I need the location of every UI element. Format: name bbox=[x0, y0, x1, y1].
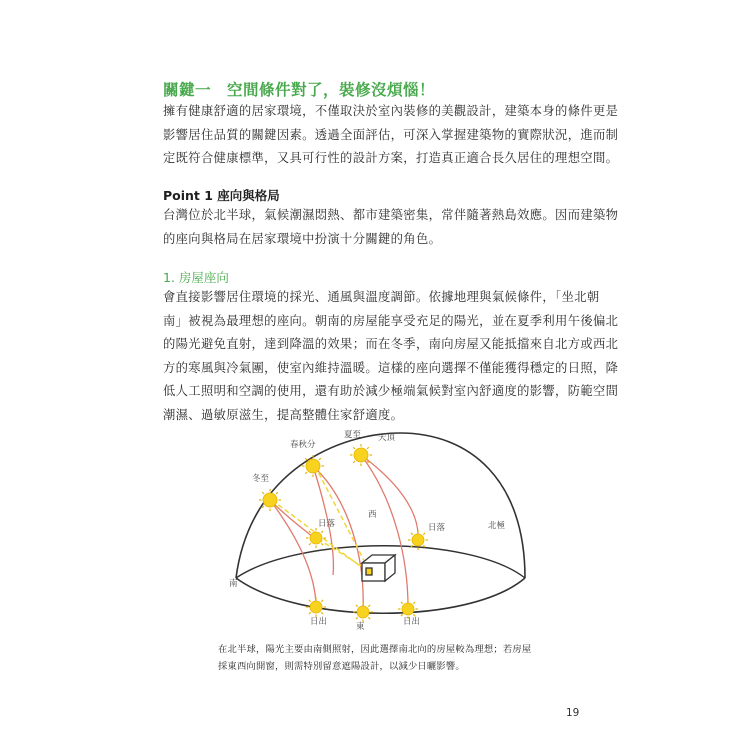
body-line: 低人工照明和空調的使用，還有助於減少極端氣候對室內舒適度的影響，防範空間 bbox=[163, 384, 619, 398]
section-title: 關鍵一 空間條件對了，裝修沒煩惱！ bbox=[163, 81, 436, 99]
label-sunrise-left: 日出 bbox=[310, 617, 328, 627]
sun-icon bbox=[259, 489, 281, 511]
label-equinox: 春秋分 bbox=[290, 440, 316, 450]
body-line: 方的寒風與冷氣團，使室內維持溫暖。這樣的座向選擇不僅能獲得穩定的日照，降 bbox=[163, 360, 619, 375]
house-icon bbox=[362, 555, 395, 581]
label-sunrise-right: 日出 bbox=[403, 617, 421, 627]
figure-caption bbox=[218, 641, 531, 675]
intro-line: 定既符合健康標準，又具可行性的設計方案，打造真正適合長久居住的理想空間。 bbox=[163, 151, 619, 165]
caption-line: 採東西向開窗，則需特別留意遮陽設計，以減少日曬影響。 bbox=[218, 661, 465, 672]
label-south: 南 bbox=[229, 579, 238, 589]
label-summer-solstice: 夏至 bbox=[344, 430, 362, 440]
label-sunset-right: 日落 bbox=[428, 523, 446, 533]
sun-path-summer-front bbox=[361, 455, 408, 607]
label-east: 東 bbox=[356, 622, 365, 632]
horizon-front bbox=[236, 578, 525, 613]
intro-line: 擁有健康舒適的居家環境，不僅取決於室內裝修的美觀設計，建築本身的條件更是 bbox=[163, 104, 619, 118]
page-number: 19 bbox=[566, 707, 580, 719]
point-line: 的座向與格局在居家環境中扮演十分關鍵的角色。 bbox=[163, 231, 442, 246]
subsection-title: 1. 房屋座向 bbox=[163, 270, 229, 285]
body-line: 南」被視為最理想的座向。朝南的房屋能享受充足的陽光，並在夏季利用午後偏北 bbox=[163, 313, 619, 328]
label-north-pole: 北極 bbox=[488, 521, 506, 531]
body-line: 潮濕、過敏原滋生，提高整體住家舒適度。 bbox=[163, 407, 404, 422]
label-west: 西 bbox=[368, 510, 377, 520]
point-title: Point 1 座向與格局 bbox=[163, 188, 280, 203]
caption-line: 在北半球，陽光主要由南側照射，因此選擇南北向的房屋較為理想；若房屋 bbox=[218, 644, 532, 655]
body-line: 會直接影響居住環境的採光、通風與溫度調節。依據地理與氣候條件，「坐北朝 bbox=[163, 290, 600, 304]
label-zenith: 天頂 bbox=[378, 433, 396, 443]
sun-icons bbox=[259, 444, 428, 622]
intro-line: 影響居住品質的關鍵因素。透過全面評估，可深入掌握建築物的實際狀況，進而制 bbox=[163, 127, 619, 142]
body-line: 的陽光避免直射，達到降溫的效果；而在冬季，南向房屋又能抵擋來自北方或西北 bbox=[163, 337, 619, 351]
sun-icon bbox=[302, 455, 324, 477]
sun-icon bbox=[306, 528, 326, 548]
label-winter-solstice: 冬至 bbox=[252, 474, 270, 484]
sun-icon bbox=[350, 444, 372, 466]
label-sunset-left: 日落 bbox=[318, 519, 336, 529]
point-line: 台灣位於北半球，氣候潮濕悶熱、都市建築密集，常伴隨著熱島效應。因而建築物 bbox=[163, 208, 619, 222]
